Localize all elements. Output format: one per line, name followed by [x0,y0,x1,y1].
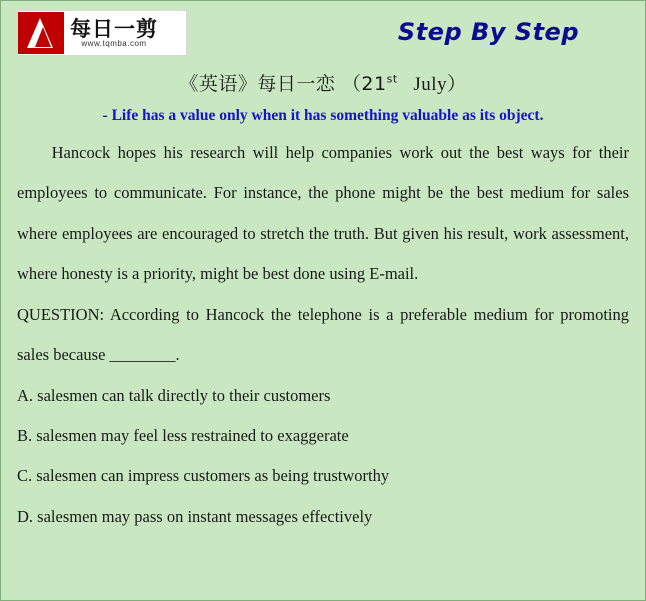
choice-option-d[interactable]: D. salesmen may pass on instant messages effectively [17,506,373,526]
logo [17,10,187,56]
logo-text [64,18,158,48]
page-title [1,69,645,96]
brand-title: Step By Step [397,18,579,46]
choice-option-a[interactable]: A. salesmen can talk directly to their customers [17,385,331,405]
choice-option-c[interactable]: C. salesmen can impress customers as being trustworthy [17,466,390,486]
logo-chinese-name: 每日一剪 [70,16,158,41]
mountain-logo-icon [18,12,64,54]
page-title-prefix: 《英语》每日一恋 （21 [179,73,387,95]
choice-option-b[interactable]: B. salesmen may feel less restrained to exaggerate [17,425,349,445]
page-header [1,1,645,63]
question-text: QUESTION: According to Hancock the telephone is a preferable medium for promoting sales because ________. [17,304,629,365]
page-title-superscript: st [386,72,398,86]
daily-quote: - Life has a value only when it has something valuable as its object. [102,107,544,124]
page-title-suffix: July） [413,74,467,95]
document-content [1,125,645,537]
document-page [1,1,645,600]
logo-website-url: www.tqmba.com [81,38,147,48]
passage-paragraph: Hancock hopes his research will help companies work out the best ways for their employees to communicate. For instance, the phone might be the best medium for sales where employees are encouraged to stretch the truth. But given his result, work assessment, where honesty is a priority, might be best done using E-mail. [17,143,629,284]
